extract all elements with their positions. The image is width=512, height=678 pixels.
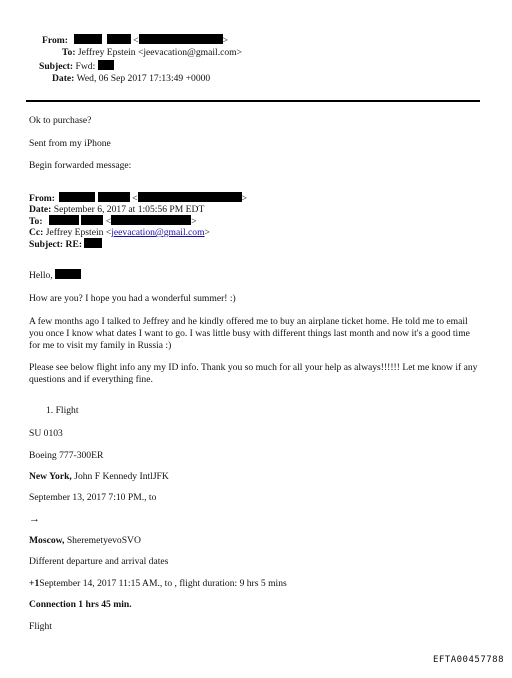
subject-row [39, 60, 114, 73]
fwd-subject-row [29, 238, 102, 251]
arrival [29, 578, 287, 590]
intro-line-2: Sent from my iPhone [29, 138, 111, 149]
redaction-bar [111, 215, 191, 225]
to-label: To: [62, 47, 76, 58]
bates-number: EFTA00457788 [432, 654, 504, 665]
destination [29, 535, 141, 547]
fwd-to-label: To: [29, 216, 43, 227]
arrival-text: September 14, 2017 11:15 AM., to , flight duration: 9 hrs 5 mins [39, 578, 287, 589]
date-value: Wed, 06 Sep 2017 17:13:49 +0000 [76, 73, 211, 84]
lt-glyph: < [105, 216, 112, 227]
dest-airport: SheremetyevoSVO [64, 535, 141, 546]
fwd-cc-label: Cc: [29, 227, 44, 238]
fwd-date-value: September 6, 2017 at 1:05:56 PM EDT [53, 204, 205, 215]
redaction-bar [55, 269, 81, 279]
intro-line-3: Begin forwarded message: [29, 160, 132, 171]
redaction-bar [81, 215, 103, 225]
origin-city: New York, [29, 471, 72, 482]
connection: Connection 1 hrs 45 min. [29, 599, 132, 610]
dest-city: Moscow, [29, 535, 65, 546]
redaction-bar [49, 215, 79, 225]
greeting [29, 269, 81, 282]
depart-time: September 13, 2017 7:10 PM., to [29, 492, 157, 503]
to-row [62, 47, 242, 59]
redaction-bar [107, 34, 131, 44]
paragraph-3: Please see below flight info any my ID info. Thank you so much for all your help as always!!!!!! Let me know if any questions and if everything fine. [29, 362, 478, 385]
from-label: From: [42, 35, 68, 46]
header-divider [26, 100, 480, 102]
redaction-bar [98, 192, 130, 202]
from-row [42, 34, 228, 47]
lt-glyph: < [133, 35, 139, 46]
intro-line-1: Ok to purchase? [29, 115, 92, 126]
aircraft: Boeing 777-300ER [29, 450, 104, 461]
fwd-from-label: From: [29, 193, 55, 204]
list-item-flight: 1. Flight [46, 405, 79, 416]
origin [29, 471, 169, 483]
subject-label: Subject: [39, 61, 74, 72]
date-row [52, 73, 210, 85]
redaction-bar [59, 192, 95, 202]
fwd-cc-email-link[interactable]: jeevacation@gmail.com [111, 227, 205, 238]
redaction-bar [139, 34, 223, 44]
fwd-cc-close: > [204, 227, 210, 238]
arrow-icon: → [29, 513, 40, 525]
gt-glyph: > [241, 193, 247, 204]
date-label: Date: [52, 73, 75, 84]
to-value: Jeffrey Epstein <jeevacation@gmail.com> [77, 47, 243, 58]
redaction-bar [74, 34, 102, 44]
fwd-cc-name: Jeffrey Epstein < [45, 227, 112, 238]
flight-label: Flight [29, 621, 52, 632]
origin-airport: John F Kennedy IntlJFK [71, 471, 169, 482]
redaction-bar [138, 192, 242, 202]
greeting-text: Hello, [29, 270, 53, 281]
lt-glyph: < [132, 193, 138, 204]
paragraph-1: How are you? I hope you had a wonderful summer! :) [29, 293, 236, 304]
plus-one: +1 [29, 578, 40, 589]
paragraph-2: A few months ago I talked to Jeffrey and he kindly offered me to buy an airplane ticket home. He told me to email you once I know what dates I want to go. I was little busy with different things last month and now it's a good time for me to visit my family in Russia :) [29, 316, 470, 351]
redaction-bar [98, 60, 114, 70]
gt-glyph: > [191, 216, 197, 227]
subject-value: Fwd: [75, 61, 96, 72]
fwd-subject-value: RE: [65, 239, 83, 250]
flight-number: SU 0103 [29, 428, 63, 439]
fwd-subject-label: Subject: [29, 239, 64, 250]
redaction-bar [84, 238, 102, 248]
different-dates: Different departure and arrival dates [29, 556, 169, 567]
gt-glyph: > [222, 35, 228, 46]
fwd-date-label: Date: [29, 204, 52, 215]
